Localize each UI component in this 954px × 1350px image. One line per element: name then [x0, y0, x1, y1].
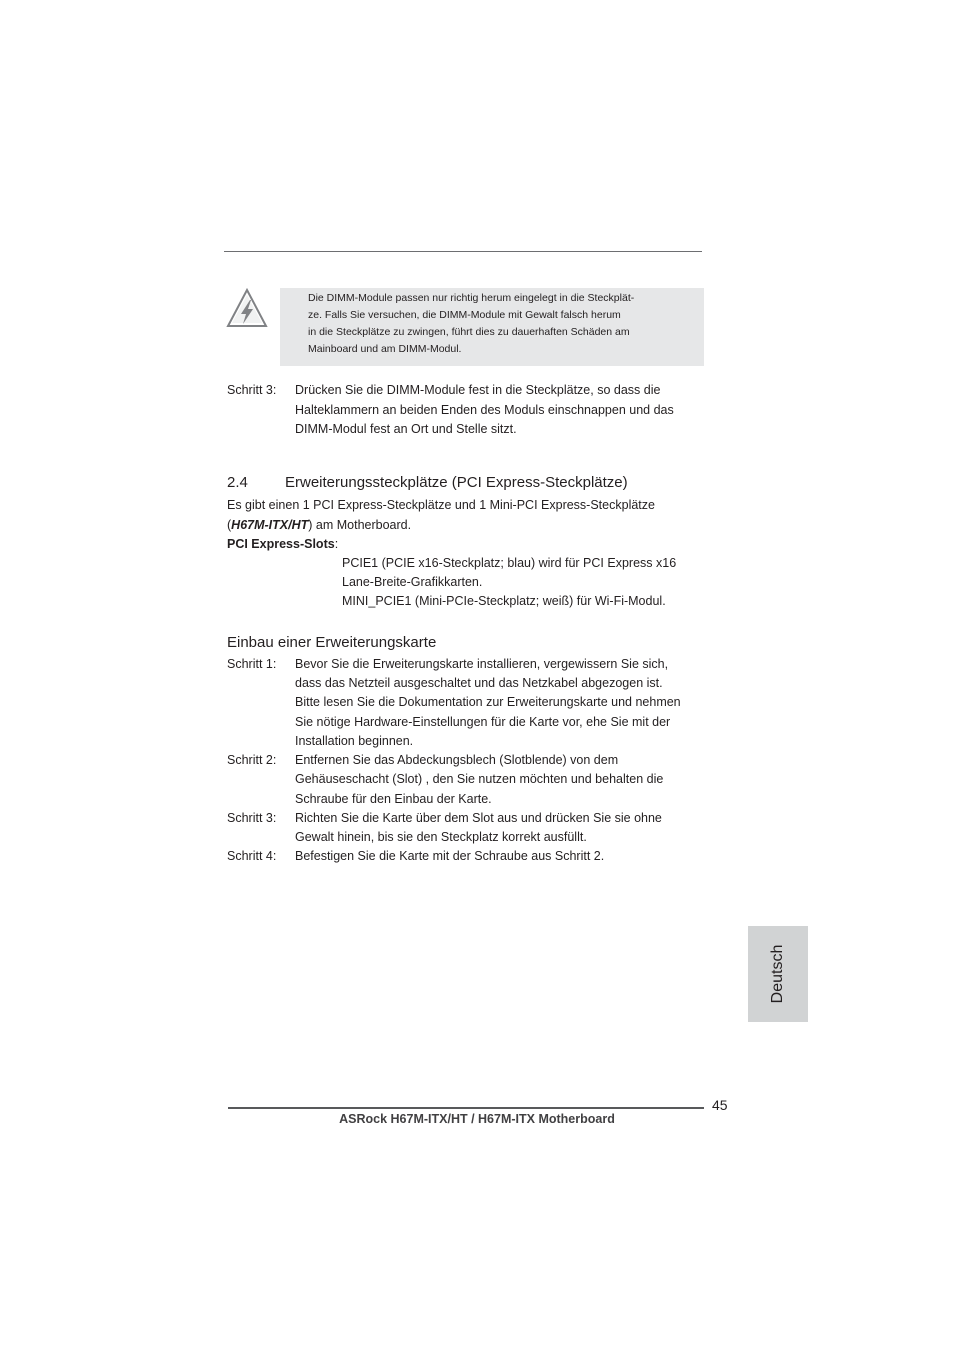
- install-step-label: Schritt 3:: [227, 811, 277, 825]
- install-step-line: Befestigen Sie die Karte mit der Schraube aus Schritt 2.: [295, 849, 605, 863]
- section-intro-line: Es gibt einen 1 PCI Express-Steckplätze und 1 Mini-PCI Express-Steckplätze: [227, 498, 655, 512]
- section-intro-line: (H67M-ITX/HT) am Motherboard.: [227, 518, 412, 532]
- footer-product: ASRock H67M-ITX/HT / H67M-ITX Motherboard: [339, 1112, 615, 1126]
- warning-note-line: Die DIMM-Module passen nur richtig herum eingelegt in die Steckplät-: [308, 292, 635, 304]
- warning-note-line: in die Steckplätze zu zwingen, führt dies zu dauerhaften Schäden am: [308, 326, 630, 338]
- install-step-line: Gewalt hinein, bis sie den Steckplatz korrekt ausfüllt.: [295, 830, 587, 844]
- install-step-label: Schritt 4:: [227, 849, 277, 863]
- install-step-line: Bevor Sie die Erweiterungskarte installieren, vergewissern Sie sich,: [295, 657, 669, 671]
- install-step-line: dass das Netzteil ausgeschaltet und das Netzkabel abgezogen ist.: [295, 676, 663, 690]
- model-name: H67M-ITX/HT: [231, 518, 309, 532]
- install-step-line: Entfernen Sie das Abdeckungsblech (Slotblende) von dem: [295, 753, 619, 767]
- dimm-step3-label: Schritt 3:: [227, 383, 277, 397]
- slot-line: MINI_PCIE1 (Mini-PCIe-Steckplatz; weiß) für Wi-Fi-Modul.: [342, 594, 666, 608]
- top-divider: [224, 251, 702, 252]
- warning-note-line: ze. Falls Sie versuchen, die DIMM-Module mit Gewalt falsch herum: [308, 309, 621, 321]
- dimm-step3-line: DIMM-Modul fest an Ort und Stelle sitzt.: [295, 422, 517, 436]
- warning-note-line: Mainboard und am DIMM-Modul.: [308, 343, 462, 355]
- slot-line: PCIE1 (PCIE x16-Steckplatz; blau) wird für PCI Express x16: [342, 556, 677, 570]
- install-step-line: Gehäuseschacht (Slot) , den Sie nutzen möchten und behalten die: [295, 772, 664, 786]
- slot-line: Lane-Breite-Grafikkarten.: [342, 575, 483, 589]
- install-step-line: Schraube für den Einbau der Karte.: [295, 792, 492, 806]
- install-step-label: Schritt 2:: [227, 753, 277, 767]
- language-tab: [748, 926, 808, 1022]
- install-step-label: Schritt 1:: [227, 657, 277, 671]
- dimm-step3-line: Drücken Sie die DIMM-Module fest in die Steckplätze, so dass die: [295, 383, 661, 397]
- footer-divider: [228, 1107, 704, 1109]
- section-title: Erweiterungssteckplätze (PCI Express-Steckplätze): [285, 474, 628, 491]
- language-tab-label: Deutsch: [769, 944, 786, 1004]
- install-step-line: Richten Sie die Karte über dem Slot aus und drücken Sie sie ohne: [295, 811, 662, 825]
- slots-label: PCI Express-Slots:: [227, 537, 339, 551]
- install-step-line: Sie nötige Hardware-Einstellungen für die Karte vor, ehe Sie mit der: [295, 715, 671, 729]
- section-number: 2.4: [227, 474, 248, 491]
- install-step-line: Bitte lesen Sie die Dokumentation zur Erweiterungskarte und nehmen: [295, 695, 681, 709]
- install-step-line: Installation beginnen.: [295, 734, 414, 748]
- warning-icon: [226, 288, 268, 328]
- dimm-step3-line: Halteklammern an beiden Enden des Moduls einschnappen und das: [295, 403, 674, 417]
- install-title: Einbau einer Erweiterungskarte: [227, 634, 437, 651]
- page-number: 45: [712, 1097, 728, 1113]
